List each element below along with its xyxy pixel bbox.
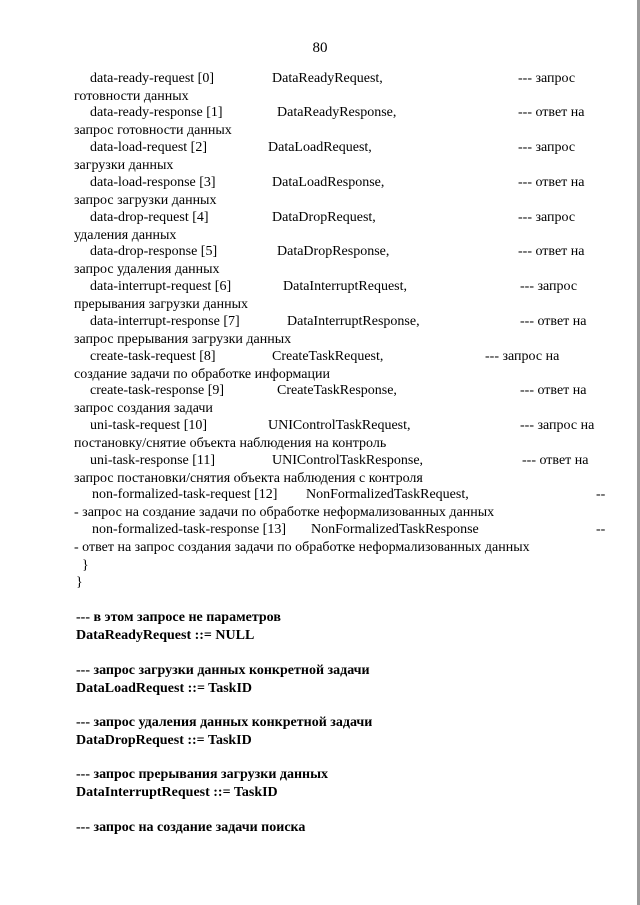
field-type: DataInterruptRequest, <box>283 279 408 294</box>
definition-code: DataInterruptRequest ::= TaskID <box>76 785 278 800</box>
field-type: UNIControlTaskResponse, <box>272 453 424 468</box>
field-comment-continuation: создание задачи по обработке информации <box>74 367 330 382</box>
field-comment: --- ответ на <box>518 105 585 120</box>
field-type: NonFormalizedTaskRequest, <box>306 487 469 502</box>
field-name: create-task-request [8] <box>90 349 216 364</box>
definition-code: DataReadyRequest ::= NULL <box>76 628 255 643</box>
field-comment: -- <box>596 522 606 537</box>
field-name: data-drop-request [4] <box>90 210 209 225</box>
field-type: CreateTaskRequest, <box>272 349 384 364</box>
field-comment-continuation: запрос создания задачи <box>74 401 213 416</box>
field-comment-continuation: запрос постановки/снятия объекта наблюдения с контроля <box>74 471 423 486</box>
field-name: data-ready-response [1] <box>90 105 223 120</box>
field-comment: --- запрос <box>518 71 576 86</box>
field-comment: -- <box>596 487 606 502</box>
field-comment: --- ответ на <box>518 244 585 259</box>
definition-comment: --- запрос на создание задачи поиска <box>76 820 306 835</box>
field-comment-continuation: запрос удаления данных <box>74 262 220 277</box>
definition-code: DataLoadRequest ::= TaskID <box>76 681 253 696</box>
field-type: DataDropRequest, <box>272 210 376 225</box>
field-type: DataLoadRequest, <box>268 140 372 155</box>
field-comment-continuation: постановку/снятие объекта наблюдения на контроль <box>74 436 387 451</box>
field-comment: --- запрос <box>518 210 576 225</box>
field-comment-continuation: загрузки данных <box>74 158 174 173</box>
field-name: data-interrupt-response [7] <box>90 314 240 329</box>
field-comment-continuation: готовности данных <box>74 89 189 104</box>
field-comment-continuation: запрос загрузки данных <box>74 193 217 208</box>
field-name: uni-task-response [11] <box>90 453 216 468</box>
field-comment: --- ответ на <box>522 453 589 468</box>
field-comment: --- запрос на <box>520 418 595 433</box>
field-name: data-load-request [2] <box>90 140 207 155</box>
field-comment: --- запрос на <box>485 349 560 364</box>
closing-brace-inner: } <box>82 558 89 573</box>
field-type: DataReadyRequest, <box>272 71 383 86</box>
field-name: data-interrupt-request [6] <box>90 279 232 294</box>
field-name: data-load-response [3] <box>90 175 216 190</box>
field-type: DataDropResponse, <box>277 244 390 259</box>
field-type: DataLoadResponse, <box>272 175 385 190</box>
field-comment-continuation: запрос готовности данных <box>74 123 232 138</box>
definition-comment: --- запрос прерывания загрузки данных <box>76 767 329 782</box>
field-comment-continuation: прерывания загрузки данных <box>74 297 249 312</box>
field-comment-continuation: удаления данных <box>74 228 177 243</box>
field-type: DataInterruptResponse, <box>287 314 420 329</box>
field-comment: --- ответ на <box>520 314 587 329</box>
field-comment-continuation: запрос прерывания загрузки данных <box>74 332 292 347</box>
field-name: non-formalized-task-response [13] <box>92 522 286 537</box>
field-name: data-ready-request [0] <box>90 71 214 86</box>
definition-comment: --- в этом запросе не параметров <box>76 610 281 625</box>
field-comment: --- ответ на <box>518 175 585 190</box>
field-name: uni-task-request [10] <box>90 418 208 433</box>
field-name: data-drop-response [5] <box>90 244 218 259</box>
field-type: CreateTaskResponse, <box>277 383 397 398</box>
field-name: non-formalized-task-request [12] <box>92 487 278 502</box>
field-type: DataReadyResponse, <box>277 105 397 120</box>
field-comment: --- запрос <box>518 140 576 155</box>
field-type: NonFormalizedTaskResponse <box>311 522 479 537</box>
field-comment: --- ответ на <box>520 383 587 398</box>
field-type: UNIControlTaskRequest, <box>268 418 411 433</box>
definition-code: DataDropRequest ::= TaskID <box>76 733 252 748</box>
field-comment: --- запрос <box>520 279 578 294</box>
field-comment-continuation: - запрос на создание задачи по обработке неформализованных данных <box>74 505 495 520</box>
field-name: create-task-response [9] <box>90 383 225 398</box>
closing-brace-outer: } <box>76 575 83 590</box>
page-number: 80 <box>312 40 328 56</box>
field-comment-continuation: - ответ на запрос создания задачи по обработке неформализованных данных <box>74 540 530 555</box>
definition-comment: --- запрос удаления данных конкретной задачи <box>76 715 373 730</box>
definition-comment: --- запрос загрузки данных конкретной задачи <box>76 663 370 678</box>
